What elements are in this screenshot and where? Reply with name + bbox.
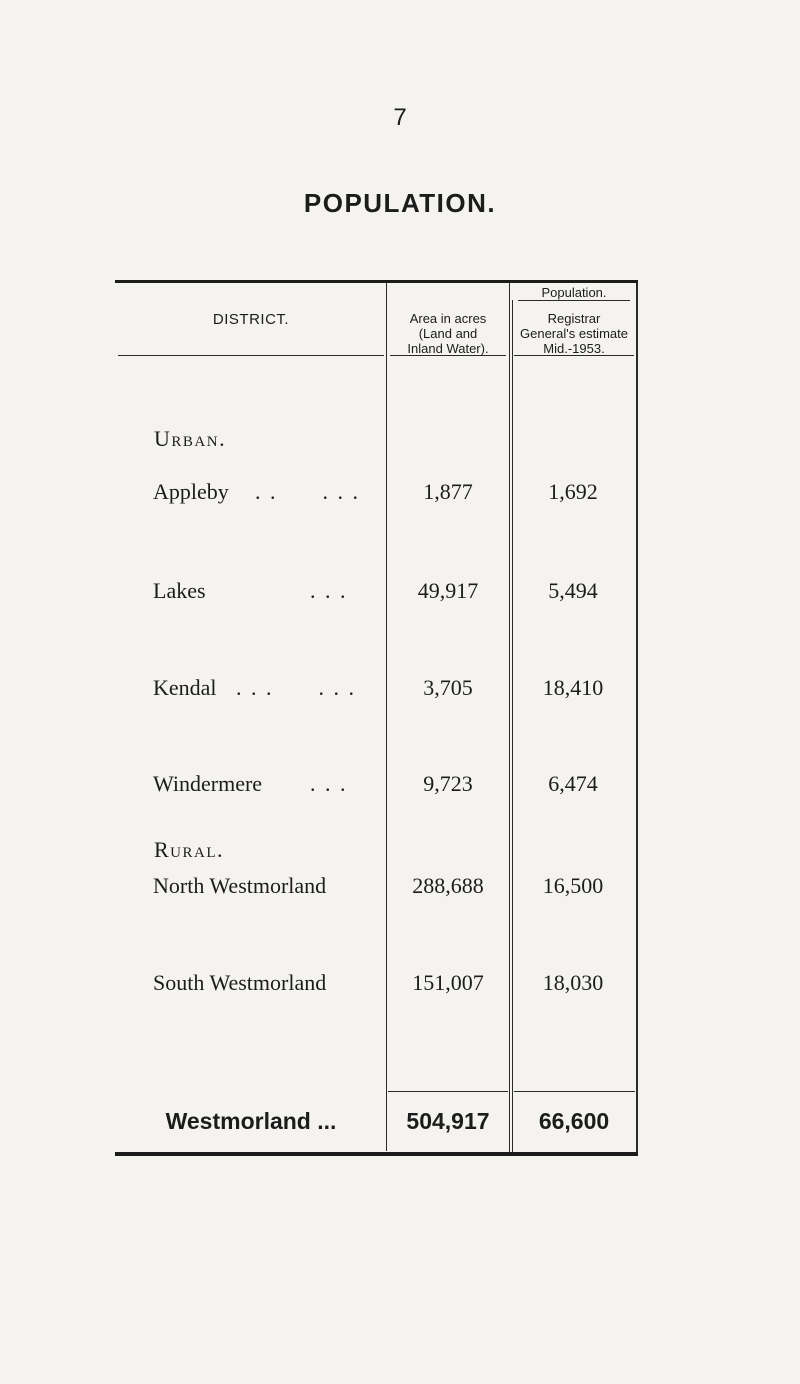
total-population: 66,600 [538,1108,610,1134]
dot-leader: . . . [310,771,348,796]
population-estimate: 16,500 [542,873,604,898]
header-estimate-line-2: General's estimate [520,326,628,341]
area-acres: 49,917 [417,578,479,603]
population-estimate: 18,410 [542,675,604,700]
district-name: Lakes [153,578,206,603]
area-acres: 9,723 [423,771,473,796]
header-area [387,311,509,356]
header-population: Population. [541,285,607,300]
header-area-line-1: Area in acres [409,311,487,326]
table-bottom-rule [115,1152,638,1156]
population-estimate: 6,474 [548,771,598,796]
header-area-line-3: Inland Water). [407,341,489,356]
area-acres: 288,688 [412,873,484,898]
header-district: DISTRICT. [212,311,290,328]
total-rule-area [388,1091,508,1092]
dot-leader: . . . [310,578,348,603]
population-estimate: 1,692 [548,479,598,504]
population-subheader-rule [518,300,630,301]
population-estimate: 5,494 [548,578,598,603]
column-divider-area-right [509,283,510,1153]
population-estimate: 18,030 [542,970,604,995]
area-acres: 1,877 [423,479,473,504]
district-name: Kendal [153,675,217,700]
table-top-rule [115,280,638,283]
header-estimate-line-3: Mid.-1953. [543,341,605,356]
section-urban: Urban. [154,426,227,451]
header-rule-district [118,355,384,356]
district-name: Appleby [153,479,229,504]
total-area: 504,917 [406,1108,490,1134]
table-right-border [636,283,638,1153]
header-area-line-2: (Land and [418,326,478,341]
district-name: South Westmorland [153,970,327,995]
area-acres: 3,705 [423,675,473,700]
column-divider-area-right-double [512,300,513,1153]
page-number: 7 [393,104,407,131]
district-name: Windermere [153,771,263,796]
total-rule-population [514,1091,635,1092]
district-name: North Westmorland [153,873,327,898]
area-acres: 151,007 [412,970,484,995]
header-estimate [508,311,640,356]
page-title: POPULATION. [303,188,497,218]
dot-leader: . . . . . [255,479,360,504]
section-rural: Rural. [154,837,225,862]
dot-leader: . . . . . . [236,675,356,700]
header-estimate-line-1: Registrar [547,311,601,326]
total-label: Westmorland ... [165,1108,337,1134]
